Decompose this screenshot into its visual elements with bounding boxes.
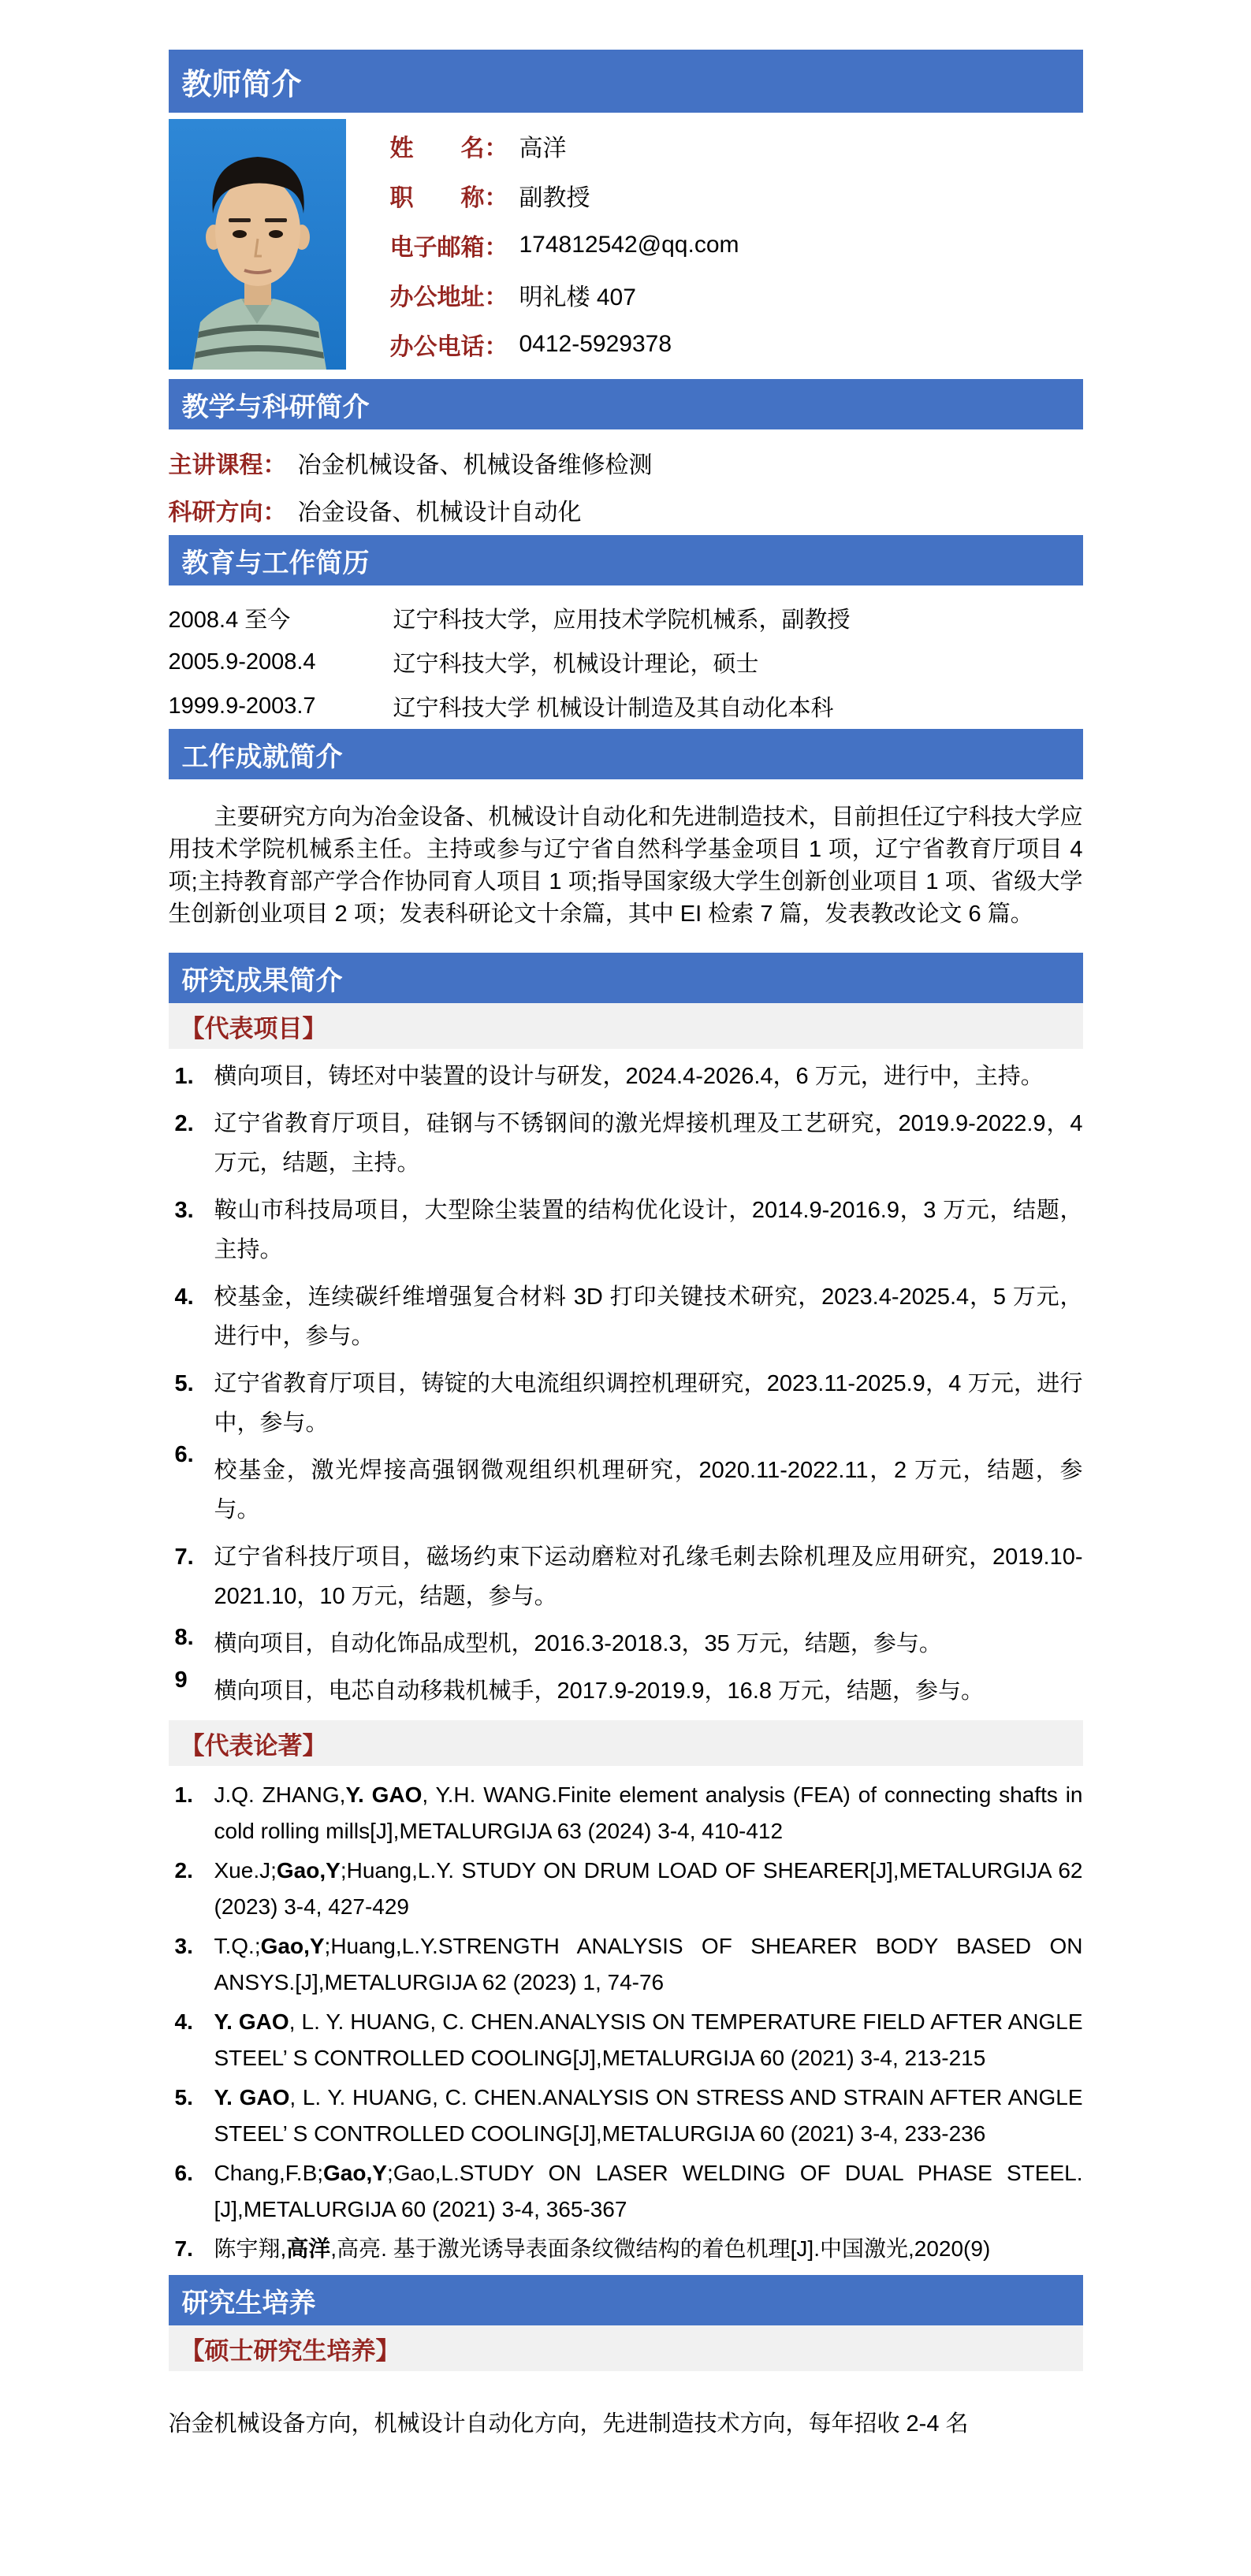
project-text: 辽宁省教育厅项目，铸锭的大电流组织调控机理研究，2023.11-2025.9，4 万元，进行中，参与。	[214, 1371, 1083, 1436]
pub-rest: , L. Y. HUANG, C. CHEN.ANALYSIS ON STRESS AND STRAIN AFTER ANGLE STEEL’ S CONTROLLED COOLING[J],METALURGIJA 60 (2021) 3-4, 233-236	[214, 2085, 1083, 2146]
project-item	[169, 1667, 1083, 1711]
profile-fields	[390, 119, 739, 370]
item-number: 2.	[174, 1111, 194, 1136]
section-title: 教学与科研简介	[181, 392, 370, 422]
career-period: 2008.4 至今	[168, 607, 291, 633]
career-period: 1999.9-2003.7	[168, 693, 316, 719]
item-number: 8.	[174, 1625, 194, 1650]
item-number: 4.	[174, 2009, 193, 2034]
career-detail: 辽宁科技大学 机械设计制造及其自动化本科	[393, 695, 834, 721]
field-value: 冶金机械设备、机械设备维修检测	[297, 452, 653, 478]
section-bar-teacher-intro	[169, 50, 1083, 113]
project-text: 辽宁省教育厅项目，硅钢与不锈钢间的激光焊接机理及工艺研究，2019.9-2022.9，4 万元，结题，主持。	[214, 1111, 1083, 1176]
publication-item	[169, 1853, 1083, 1925]
row-research-direction	[169, 488, 1083, 532]
project-item	[169, 1104, 1083, 1183]
pub-authors-pre: T.Q.;	[214, 1934, 261, 1958]
publication-item	[169, 1928, 1083, 2001]
project-text: 辽宁省科技厅项目，磁场约束下运动磨粒对孔缘毛刺去除机理及应用研究，2019.10-2021.10，10 万元，结题，参与。	[214, 1544, 1083, 1609]
profile-block	[169, 119, 1083, 370]
pub-authors-pre: Xue.J;	[214, 1858, 277, 1883]
project-item	[169, 1442, 1083, 1530]
teaching-block	[169, 440, 1083, 532]
pub-rest: ;Gao,L.STUDY ON LASER WELDING OF DUAL PHASE STEEL.[J],METALURGIJA 60 (2021) 3-4, 365-367	[214, 2161, 1083, 2221]
pub-author-highlight: Y. GAO	[214, 2085, 290, 2109]
publication-item	[169, 1777, 1083, 1849]
publication-text	[214, 2155, 1083, 2228]
section-title: 教育与工作简历	[181, 548, 370, 578]
career-detail: 辽宁科技大学，应用技术学院机械系，副教授	[393, 607, 851, 633]
item-number: 7.	[174, 1544, 194, 1570]
field-label: 主讲课程：	[168, 452, 287, 478]
field-label: 电子邮箱：	[389, 234, 508, 261]
pub-author-highlight: 高洋	[286, 2236, 331, 2261]
subheader-representative-publications	[169, 1720, 1083, 1766]
publication-text	[214, 2080, 1083, 2152]
pub-author-highlight: Gao,Y	[323, 2161, 387, 2185]
field-value: 冶金设备、机械设计自动化	[297, 500, 582, 526]
publication-text	[214, 1853, 1083, 1925]
subheader-title: 【代表项目】	[180, 1014, 327, 1043]
project-text: 校基金，激光焊接高强钢微观组织机理研究，2020.11-2022.11，2 万元，结题，参与。	[214, 1458, 1083, 1522]
item-number: 5.	[174, 2085, 193, 2109]
section-title: 研究成果简介	[181, 965, 343, 996]
field-value: 副教授	[519, 184, 590, 211]
project-text: 横向项目，电芯自动移栽机械手，2017.9-2019.9，16.8 万元，结题，参与。	[214, 1678, 985, 1704]
pub-author-highlight: Y. GAO	[214, 2009, 289, 2034]
field-office-address	[390, 269, 739, 319]
item-number: 6.	[174, 2161, 193, 2185]
project-text: 横向项目，自动化饰品成型机，2016.3-2018.3，35 万元，结题，参与。	[214, 1631, 942, 1656]
section-bar-education-career	[169, 535, 1083, 585]
project-text: 横向项目，铸坯对中装置的设计与研发，2024.4-2026.4，6 万元，进行中，主持。	[214, 1064, 1044, 1089]
project-item	[169, 1364, 1083, 1443]
career-row	[169, 597, 1083, 639]
project-text: 鞍山市科技局项目，大型除尘装置的结构优化设计，2014.9-2016.9，3 万元，结题，主持。	[214, 1198, 1083, 1262]
section-bar-achievements	[169, 729, 1083, 779]
pub-rest: ;Huang,L.Y.STRENGTH ANALYSIS OF SHEARER BODY BASED ON ANSYS.[J],METALURGIJA 62 (2023) 1, 74-76	[214, 1934, 1083, 1994]
project-item	[169, 1057, 1083, 1096]
field-label: 办公地址：	[389, 284, 508, 310]
publication-text	[214, 2004, 1083, 2076]
subheader-master-training	[169, 2325, 1083, 2371]
project-item	[169, 1191, 1083, 1269]
publication-text	[214, 2231, 1083, 2267]
item-number: 5.	[174, 1371, 194, 1396]
field-label: 姓 名：	[389, 135, 508, 162]
item-number: 7.	[174, 2236, 193, 2261]
field-office-phone	[390, 319, 739, 369]
field-value: 明礼楼 407	[519, 284, 636, 310]
item-number: 2.	[174, 1858, 193, 1883]
field-label: 办公电话：	[389, 333, 508, 360]
career-row	[169, 685, 1083, 727]
publication-item	[169, 2231, 1083, 2267]
publication-item	[169, 2155, 1083, 2228]
project-text: 校基金，连续碳纤维增强复合材料 3D 打印关键技术研究，2023.4-2025.4，5 万元，进行中，参与。	[214, 1284, 1083, 1349]
row-courses	[169, 440, 1083, 485]
pub-author-highlight: Gao,Y	[276, 1858, 341, 1883]
project-item	[169, 1624, 1083, 1663]
pub-rest: ;Huang,L.Y. STUDY ON DRUM LOAD OF SHEARER[J],METALURGIJA 62 (2023) 3-4, 427-429	[214, 1858, 1083, 1919]
item-number: 3.	[174, 1198, 194, 1223]
project-item	[169, 1277, 1083, 1356]
field-label: 科研方向：	[168, 500, 287, 526]
section-bar-research-results	[169, 953, 1083, 1003]
section-bar-graduate-training	[169, 2275, 1083, 2325]
publication-item	[169, 2080, 1083, 2152]
subheader-representative-projects	[169, 1003, 1083, 1049]
pub-rest: , Y.H. WANG.Finite element analysis (FEA) of connecting shafts in cold rolling mills[J],METALURGIJA 63 (2024) 3-4, 410-412	[214, 1782, 1083, 1843]
pub-authors-pre: 陈宇翔,	[214, 2236, 287, 2261]
pub-rest: ,高亮. 基于激光诱导表面条纹微结构的着色机理[J].中国激光,2020(9)	[330, 2236, 991, 2261]
field-value: 0412-5929378	[519, 330, 672, 357]
field-name	[390, 121, 739, 170]
project-item	[169, 1537, 1083, 1616]
subheader-title: 【代表论著】	[180, 1731, 327, 1760]
field-email	[390, 220, 739, 269]
field-value: 174812542@qq.com	[519, 231, 739, 258]
career-row	[169, 641, 1083, 683]
career-block	[169, 597, 1083, 727]
item-number: 6.	[174, 1442, 194, 1467]
achievements-paragraph: 主要研究方向为冶金设备、机械设计自动化和先进制造技术，目前担任辽宁科技大学应用技术学院机械系主任。主持或参与辽宁省自然科学基金项目 1 项，辽宁省教育厅项目 4 项;主持教育部产学合作协同育人项目 1 项;指导国家级大学生创新创业项目 1 项、省级大学生创新创业项目 2 项；发表科研论文十余篇，其中 EI 检索 7 篇，发表教改论文 6 篇。	[168, 805, 1083, 927]
pub-authors-pre: Chang,F.B;	[214, 2161, 324, 2185]
publication-item	[169, 2004, 1083, 2076]
pub-author-highlight: Gao,Y	[260, 1934, 325, 1958]
pub-authors-pre: J.Q. ZHANG,	[214, 1782, 346, 1807]
section-title: 工作成就简介	[181, 742, 343, 772]
pub-rest: , L. Y. HUANG, C. CHEN.ANALYSIS ON TEMPERATURE FIELD AFTER ANGLE STEEL’ S CONTROLLED COOLING[J],METALURGIJA 60 (2021) 3-4, 213-215	[214, 2009, 1083, 2070]
publication-text	[214, 1928, 1083, 2001]
career-detail: 辽宁科技大学，机械设计理论，硕士	[393, 651, 759, 677]
graduate-recruiting-text: 冶金机械设备方向，机械设计自动化方向，先进制造技术方向，每年招收 2-4 名	[168, 2411, 969, 2437]
career-period: 2005.9-2008.4	[168, 649, 316, 675]
project-list	[169, 1057, 1083, 1711]
subheader-title: 【硕士研究生培养】	[180, 2336, 400, 2365]
field-value: 高洋	[519, 135, 567, 162]
field-label: 职 称：	[389, 184, 508, 211]
teacher-photo	[169, 119, 346, 370]
section-title: 教师简介	[181, 68, 302, 102]
publication-list	[169, 1777, 1083, 2267]
item-number: 1.	[174, 1782, 193, 1807]
item-number: 4.	[174, 1284, 194, 1310]
item-number: 3.	[174, 1934, 193, 1958]
section-bar-teaching-research	[169, 379, 1083, 429]
pub-author-highlight: Y. GAO	[345, 1782, 423, 1807]
item-number: 9	[174, 1667, 188, 1693]
item-number: 1.	[174, 1064, 194, 1089]
field-title	[390, 170, 739, 220]
faculty-profile-page	[169, 0, 1083, 2438]
publication-text	[214, 1777, 1083, 1849]
section-title: 研究生培养	[181, 2288, 316, 2318]
